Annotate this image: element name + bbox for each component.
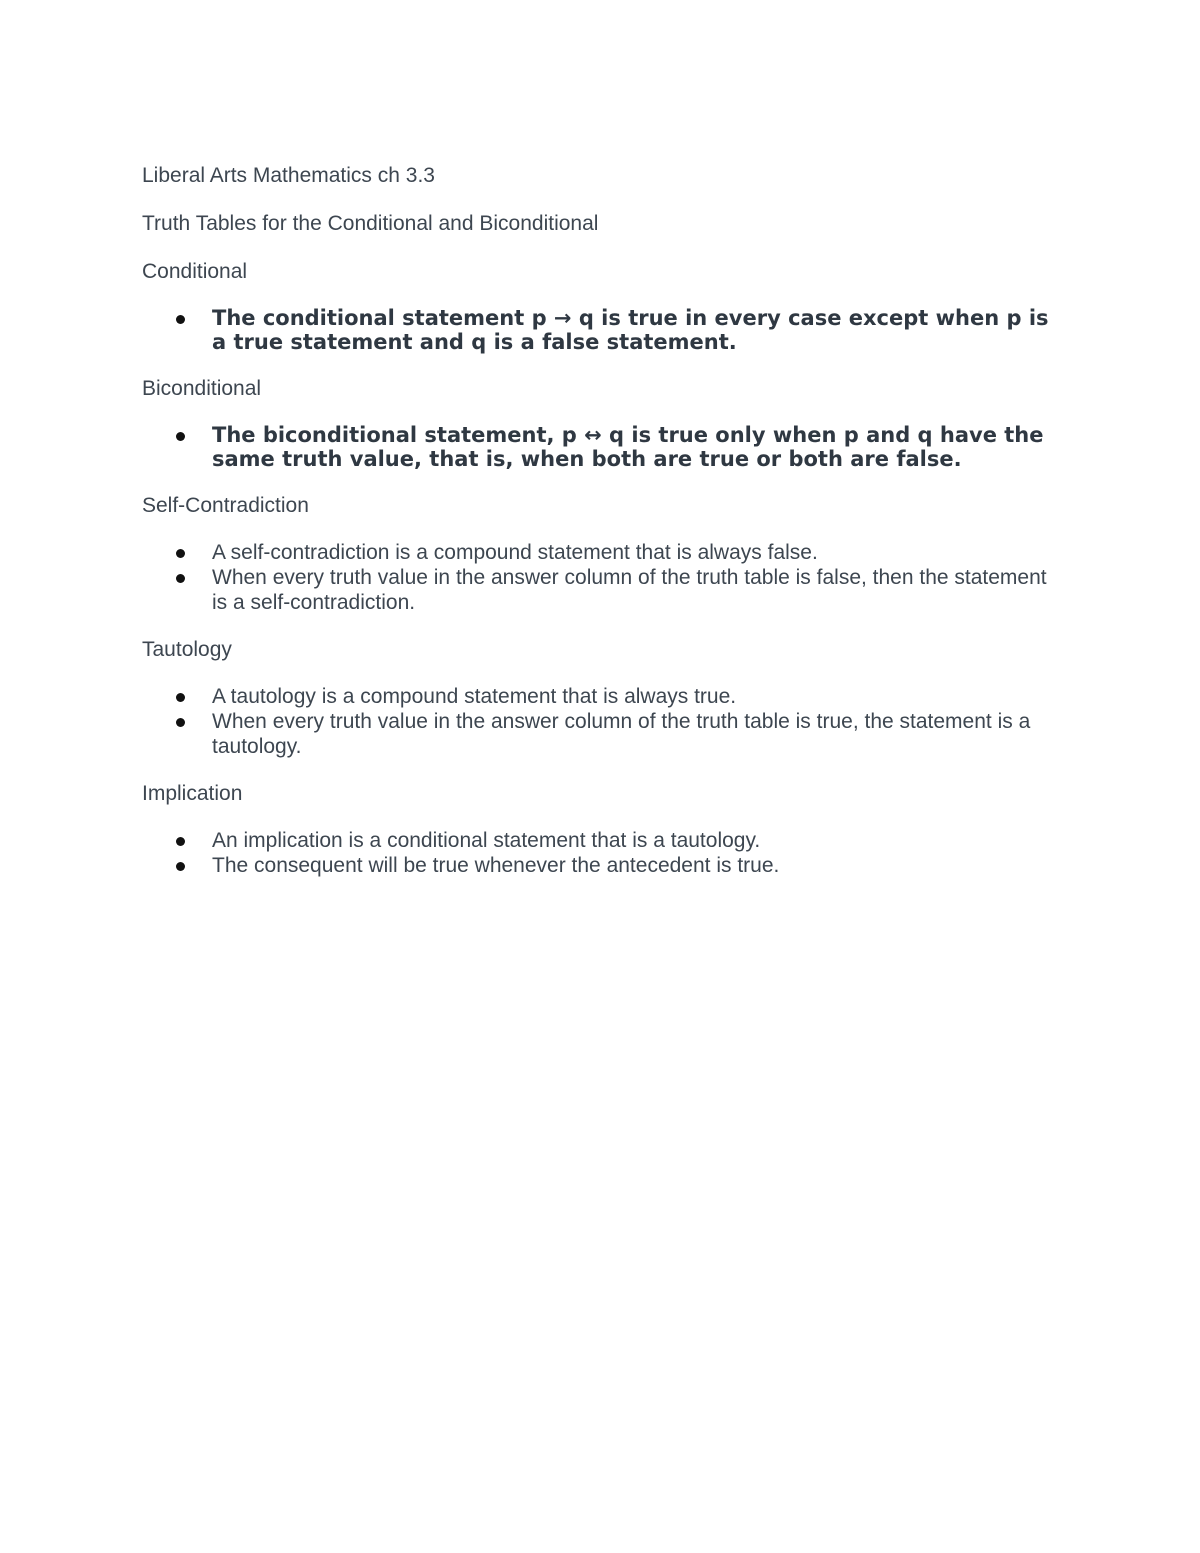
bullet-icon: [176, 718, 185, 727]
list-item: [142, 709, 1062, 759]
document-subtitle: Truth Tables for the Conditional and Biconditional: [142, 212, 599, 235]
section-heading-self-contradiction: Self-Contradiction: [142, 494, 309, 517]
list-item-text: The consequent will be true whenever the antecedent is true.: [212, 854, 780, 877]
list-item: [142, 853, 1062, 878]
section-heading-implication: Implication: [142, 782, 243, 805]
list-item-text: The conditional statement p → q is true in every case except when p is a true statement and q is a false statement.: [212, 306, 1049, 354]
section-heading-conditional: Conditional: [142, 260, 248, 283]
list-item-text: When every truth value in the answer column of the truth table is true, the statement is a tautology.: [212, 710, 1031, 758]
list-item: [142, 540, 1062, 565]
list-item: [142, 684, 1062, 709]
bullet-icon: [176, 837, 185, 846]
section-heading-biconditional: Biconditional: [142, 377, 262, 400]
document-title: Liberal Arts Mathematics ch 3.3: [142, 164, 435, 187]
list-item: [142, 306, 1062, 354]
conditional-list: [142, 306, 1062, 354]
bullet-icon: [176, 315, 185, 324]
list-item-text: When every truth value in the answer column of the truth table is false, then the statement is a self-contradiction.: [212, 566, 1047, 614]
list-item: [142, 828, 1062, 853]
list-item-text: An implication is a conditional statement that is a tautology.: [212, 829, 761, 852]
section-heading-tautology: Tautology: [142, 638, 232, 661]
document-page: [142, 162, 1062, 899]
biconditional-list: [142, 423, 1062, 471]
self-contradiction-list: [142, 540, 1062, 615]
list-item-text: The biconditional statement, p ↔ q is true only when p and q have the same truth value, that is, when both are true or both are false.: [212, 423, 1044, 471]
list-item: [142, 565, 1062, 615]
bullet-icon: [176, 693, 185, 702]
tautology-list: [142, 684, 1062, 759]
list-item: [142, 423, 1062, 471]
bullet-icon: [176, 432, 185, 441]
list-item-text: A self-contradiction is a compound statement that is always false.: [212, 541, 818, 564]
implication-list: [142, 828, 1062, 878]
bullet-icon: [176, 862, 185, 871]
bullet-icon: [176, 574, 185, 583]
bullet-icon: [176, 549, 185, 558]
list-item-text: A tautology is a compound statement that is always true.: [212, 685, 737, 708]
